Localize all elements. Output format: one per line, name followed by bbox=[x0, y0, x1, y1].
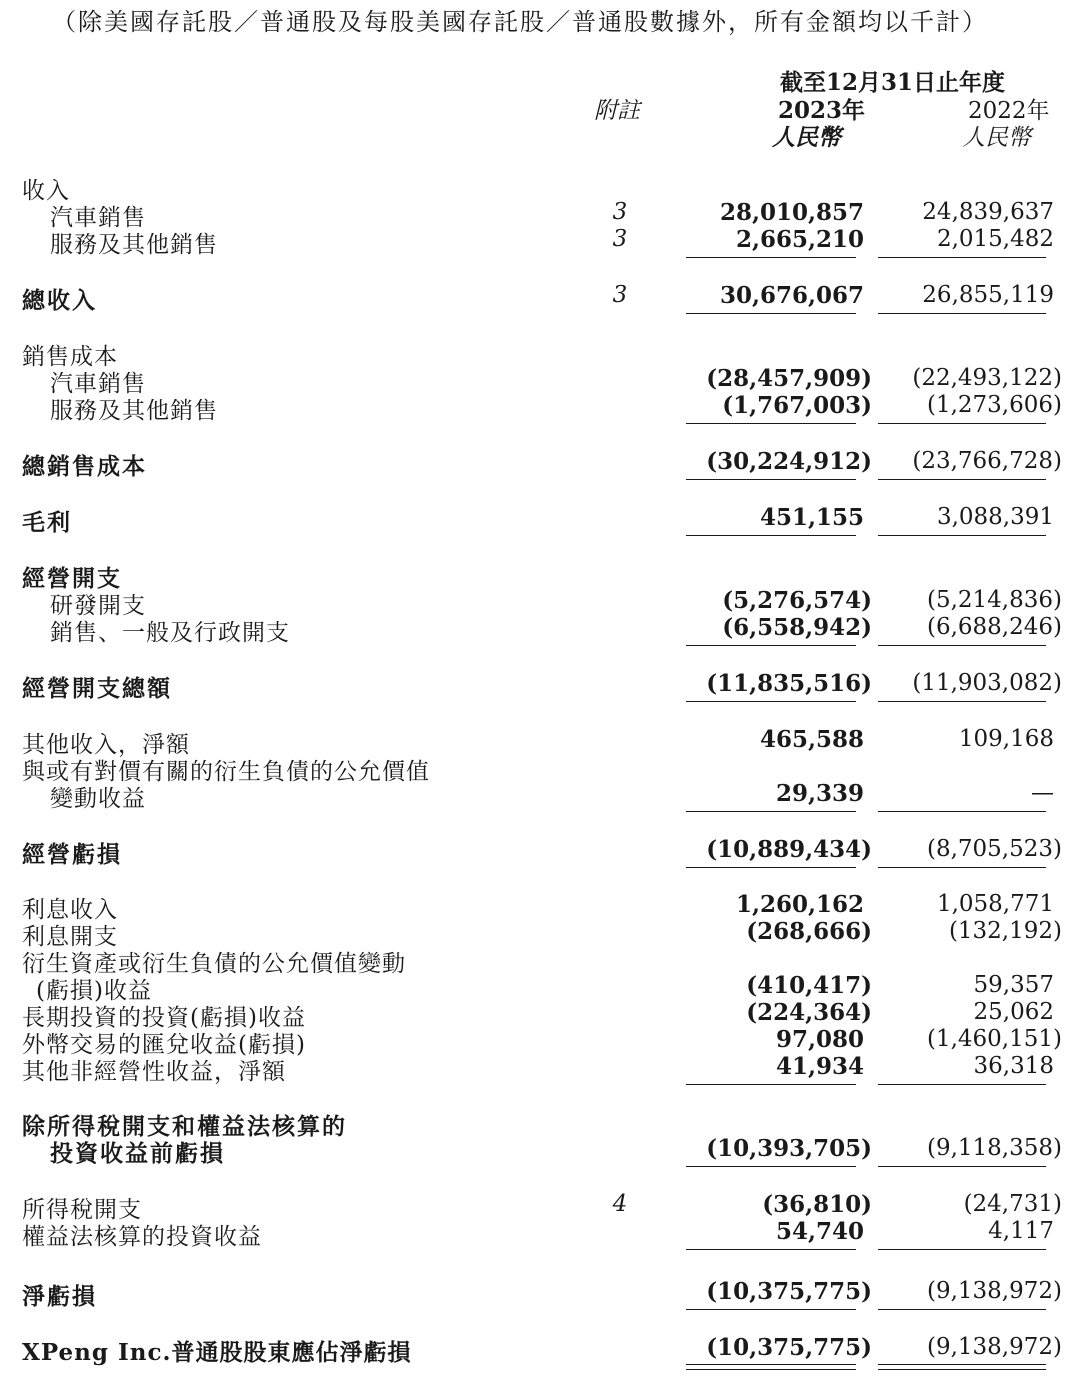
year-2023-header: 2023年 bbox=[778, 97, 866, 124]
value-2022: (8,705,523) bbox=[926, 836, 1062, 862]
value-2022: (1,273,606) bbox=[926, 392, 1062, 418]
double-rule-line bbox=[686, 1369, 856, 1370]
row-label: 其他非經營性收益，淨額 bbox=[22, 1059, 286, 1085]
value-2022: (9,138,972) bbox=[926, 1334, 1062, 1360]
row-label: 總收入 bbox=[22, 287, 97, 314]
row-label: XPeng Inc.普通股股東應佔淨虧損 bbox=[22, 1339, 412, 1366]
table-row bbox=[0, 999, 1080, 1031]
row-label: 汽車銷售 bbox=[50, 205, 146, 231]
table-row bbox=[0, 1108, 1080, 1140]
value-2022: (11,903,082) bbox=[912, 670, 1062, 696]
value-2023: (36,810) bbox=[762, 1191, 872, 1218]
table-row bbox=[0, 753, 1080, 785]
value-2023: 41,934 bbox=[775, 1053, 864, 1080]
row-label: 服務及其他銷售 bbox=[50, 232, 218, 258]
value-2022: — bbox=[1031, 780, 1054, 806]
table-row bbox=[0, 836, 1080, 868]
table-row bbox=[0, 972, 1080, 1004]
value-2023: 30,676,067 bbox=[719, 282, 864, 309]
period-header: 截至12月31日止年度 bbox=[780, 69, 1006, 96]
row-label: 服務及其他銷售 bbox=[50, 398, 218, 424]
rule-line bbox=[686, 423, 856, 424]
rule-line bbox=[686, 479, 856, 480]
value-2022: 36,318 bbox=[973, 1053, 1054, 1079]
rule-line bbox=[878, 701, 1046, 702]
value-2022: 25,062 bbox=[973, 999, 1054, 1025]
row-label: 外幣交易的匯兌收益(虧損) bbox=[22, 1032, 306, 1058]
value-2023: 2,665,210 bbox=[735, 226, 864, 253]
table-row bbox=[0, 226, 1080, 258]
row-label: 經營虧損 bbox=[22, 841, 122, 868]
value-2023: (5,276,574) bbox=[722, 587, 872, 614]
row-label: 變動收益 bbox=[50, 786, 146, 812]
table-row bbox=[0, 1278, 1080, 1310]
rule-line bbox=[878, 811, 1046, 812]
row-label: 銷售成本 bbox=[22, 344, 118, 370]
table-row bbox=[0, 1053, 1080, 1085]
currency-2022-header: 人民幣 bbox=[962, 125, 1031, 151]
double-rule-line bbox=[686, 1364, 856, 1365]
value-2022: (9,138,972) bbox=[926, 1278, 1062, 1304]
currency-2023-header: 人民幣 bbox=[772, 124, 841, 151]
row-label: 所得稅開支 bbox=[22, 1197, 142, 1223]
value-2022: 109,168 bbox=[958, 726, 1054, 752]
value-2023: (1,767,003) bbox=[722, 392, 872, 419]
rule-line bbox=[878, 1084, 1046, 1085]
table-row bbox=[0, 199, 1080, 231]
value-2023: 54,740 bbox=[775, 1218, 864, 1245]
rule-line bbox=[878, 1249, 1046, 1250]
value-2022: 3,088,391 bbox=[936, 504, 1054, 530]
value-2022: (1,460,151) bbox=[926, 1026, 1062, 1052]
value-2022: (23,766,728) bbox=[912, 448, 1062, 474]
value-2023: (11,835,516) bbox=[706, 670, 872, 697]
rule-line bbox=[878, 257, 1046, 258]
value-2023: (10,393,705) bbox=[706, 1135, 872, 1162]
row-label: 與或有對價有關的衍生負債的公允價值 bbox=[22, 759, 430, 785]
table-row bbox=[0, 726, 1080, 758]
value-2023: (30,224,912) bbox=[706, 448, 872, 475]
table-row bbox=[0, 1334, 1080, 1366]
value-2022: 59,357 bbox=[973, 972, 1054, 998]
value-2022: (9,118,358) bbox=[926, 1135, 1062, 1161]
rule-line bbox=[686, 313, 856, 314]
value-2022: 24,839,637 bbox=[922, 199, 1054, 225]
value-2022: (6,688,246) bbox=[926, 614, 1062, 640]
row-label: (虧損)收益 bbox=[36, 978, 152, 1004]
rule-line bbox=[686, 867, 856, 868]
value-2023: 465,588 bbox=[759, 726, 864, 753]
value-2023: 451,155 bbox=[759, 504, 864, 531]
value-2023: 28,010,857 bbox=[719, 199, 864, 226]
row-label: 其他收入，淨額 bbox=[22, 732, 190, 758]
table-row bbox=[0, 780, 1080, 812]
row-label: 總銷售成本 bbox=[22, 453, 147, 480]
rule-line bbox=[686, 1249, 856, 1250]
row-label: 權益法核算的投資收益 bbox=[22, 1224, 262, 1250]
rule-line bbox=[686, 811, 856, 812]
table-row bbox=[0, 945, 1080, 977]
row-label: 研發開支 bbox=[50, 593, 146, 619]
note-ref: 3 bbox=[612, 282, 628, 308]
note-ref: 4 bbox=[612, 1191, 628, 1217]
rule-line bbox=[878, 1166, 1046, 1167]
row-label: 毛利 bbox=[22, 509, 72, 536]
table-row bbox=[0, 1191, 1080, 1223]
row-label: 投資收益前虧損 bbox=[50, 1140, 225, 1167]
row-label: 除所得稅開支和權益法核算的 bbox=[22, 1113, 347, 1140]
table-row bbox=[0, 670, 1080, 702]
value-2023: (224,364) bbox=[746, 999, 872, 1026]
rule-line bbox=[878, 479, 1046, 480]
value-2023: (28,457,909) bbox=[706, 365, 872, 392]
double-rule-line bbox=[878, 1364, 1046, 1365]
rule-line bbox=[686, 1166, 856, 1167]
table-row bbox=[0, 1135, 1080, 1167]
row-label: 利息開支 bbox=[22, 924, 118, 950]
value-2023: (10,375,775) bbox=[706, 1334, 872, 1361]
row-label: 長期投資的投資(虧損)收益 bbox=[22, 1005, 306, 1031]
value-2023: (6,558,942) bbox=[722, 614, 872, 641]
rule-line bbox=[686, 535, 856, 536]
note-column-header: 附註 bbox=[594, 98, 640, 124]
value-2022: (24,731) bbox=[963, 1191, 1062, 1217]
rule-line bbox=[878, 313, 1046, 314]
rule-line bbox=[686, 701, 856, 702]
value-2022: 26,855,119 bbox=[922, 282, 1054, 308]
value-2023: 1,260,162 bbox=[735, 891, 864, 918]
table-row bbox=[0, 918, 1080, 950]
row-label: 淨虧損 bbox=[22, 1283, 97, 1310]
table-row bbox=[0, 448, 1080, 480]
value-2022: 4,117 bbox=[988, 1218, 1054, 1244]
table-row bbox=[0, 1218, 1080, 1250]
value-2022: (22,493,122) bbox=[912, 365, 1062, 391]
note-ref: 3 bbox=[612, 199, 628, 225]
table-row bbox=[0, 614, 1080, 646]
table-row bbox=[0, 365, 1080, 397]
table-row bbox=[0, 504, 1080, 536]
row-label: 收入 bbox=[22, 178, 70, 204]
rule-line bbox=[686, 257, 856, 258]
table-row bbox=[0, 587, 1080, 619]
rule-line bbox=[878, 867, 1046, 868]
value-2022: 1,058,771 bbox=[936, 891, 1054, 917]
rule-line bbox=[686, 1084, 856, 1085]
section-heading bbox=[0, 172, 1080, 204]
rule-line bbox=[878, 645, 1046, 646]
value-2022: (132,192) bbox=[948, 918, 1062, 944]
value-2023: (10,375,775) bbox=[706, 1278, 872, 1305]
value-2023: (10,889,434) bbox=[706, 836, 872, 863]
row-label: 衍生資產或衍生負債的公允價值變動 bbox=[22, 951, 406, 977]
table-row bbox=[0, 282, 1080, 314]
value-2023: (268,666) bbox=[746, 918, 872, 945]
note-ref: 3 bbox=[612, 226, 628, 252]
row-label: 經營開支總額 bbox=[22, 675, 172, 702]
rule-line bbox=[878, 535, 1046, 536]
rule-line bbox=[686, 645, 856, 646]
rule-line bbox=[878, 1309, 1046, 1310]
value-2023: 29,339 bbox=[775, 780, 864, 807]
value-2022: 2,015,482 bbox=[936, 226, 1054, 252]
row-label: 汽車銷售 bbox=[50, 371, 146, 397]
row-label: 銷售、一般及行政開支 bbox=[50, 620, 290, 646]
value-2023: 97,080 bbox=[775, 1026, 864, 1053]
row-label: 經營開支 bbox=[22, 565, 122, 592]
page-subtitle: （除美國存託股／普通股及每股美國存託股／普通股數據外，所有金額均以千計） bbox=[52, 8, 988, 36]
double-rule-line bbox=[878, 1369, 1046, 1370]
table-row bbox=[0, 891, 1080, 923]
table-row bbox=[0, 392, 1080, 424]
table-row bbox=[0, 1026, 1080, 1058]
section-heading bbox=[0, 560, 1080, 592]
value-2022: (5,214,836) bbox=[926, 587, 1062, 613]
rule-line bbox=[686, 1309, 856, 1310]
value-2023: (410,417) bbox=[746, 972, 872, 999]
rule-line bbox=[878, 423, 1046, 424]
section-heading bbox=[0, 338, 1080, 370]
row-label: 利息收入 bbox=[22, 897, 118, 923]
year-2022-header: 2022年 bbox=[968, 98, 1050, 124]
